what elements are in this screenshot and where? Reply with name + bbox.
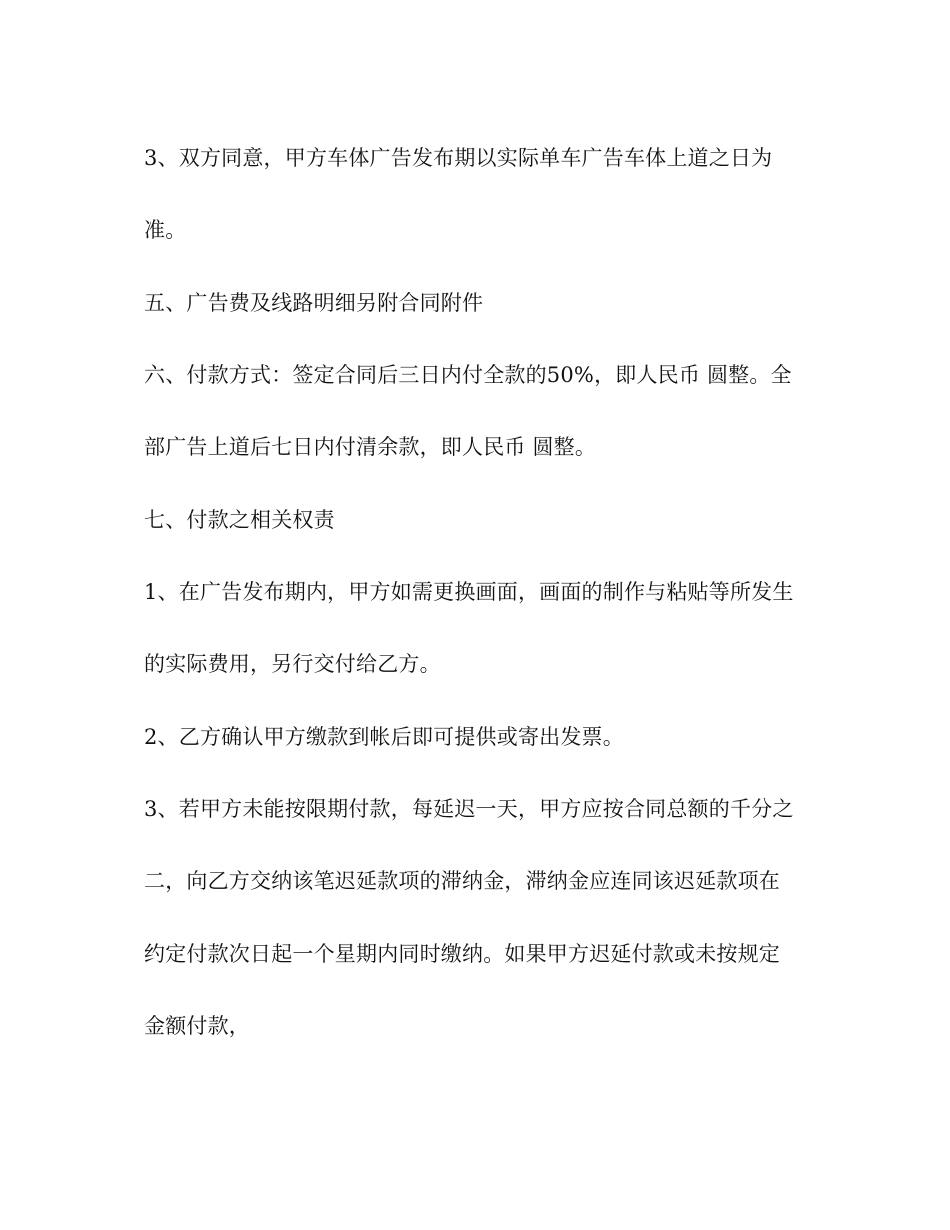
text-line: 二，向乙方交纳该笔迟延款项的滞纳金，滞纳金应连同该迟延款项在 <box>144 869 780 893</box>
section-heading: 七、付款之相关权责 <box>144 508 335 532</box>
text-line: 六、付款方式：签定合同后三日内付全款的50%，即人民币 圆整。全 <box>144 363 792 387</box>
text-line: 准。 <box>144 218 187 242</box>
text-line: 3、若甲方未能按限期付款，每延迟一天，甲方应按合同总额的千分之 <box>144 797 794 821</box>
text-line: 2、乙方确认甲方缴款到帐后即可提供或寄出发票。 <box>144 725 624 749</box>
text-line: 1、在广告发布期内，甲方如需更换画面，画面的制作与粘贴等所发生 <box>144 580 794 604</box>
text-line: 金额付款， <box>144 1014 250 1038</box>
text-line: 约定付款次日起一个星期内同时缴纳。如果甲方迟延付款或未按规定 <box>144 942 780 966</box>
section-heading: 五、广告费及线路明细另附合同附件 <box>144 291 484 315</box>
text-line: 3、双方同意，甲方车体广告发布期以实际单车广告车体上道之日为 <box>144 146 773 170</box>
text-line: 部广告上道后七日内付清余款，即人民币 圆整。 <box>144 435 597 459</box>
text-line: 的实际费用，另行交付给乙方。 <box>144 652 441 676</box>
